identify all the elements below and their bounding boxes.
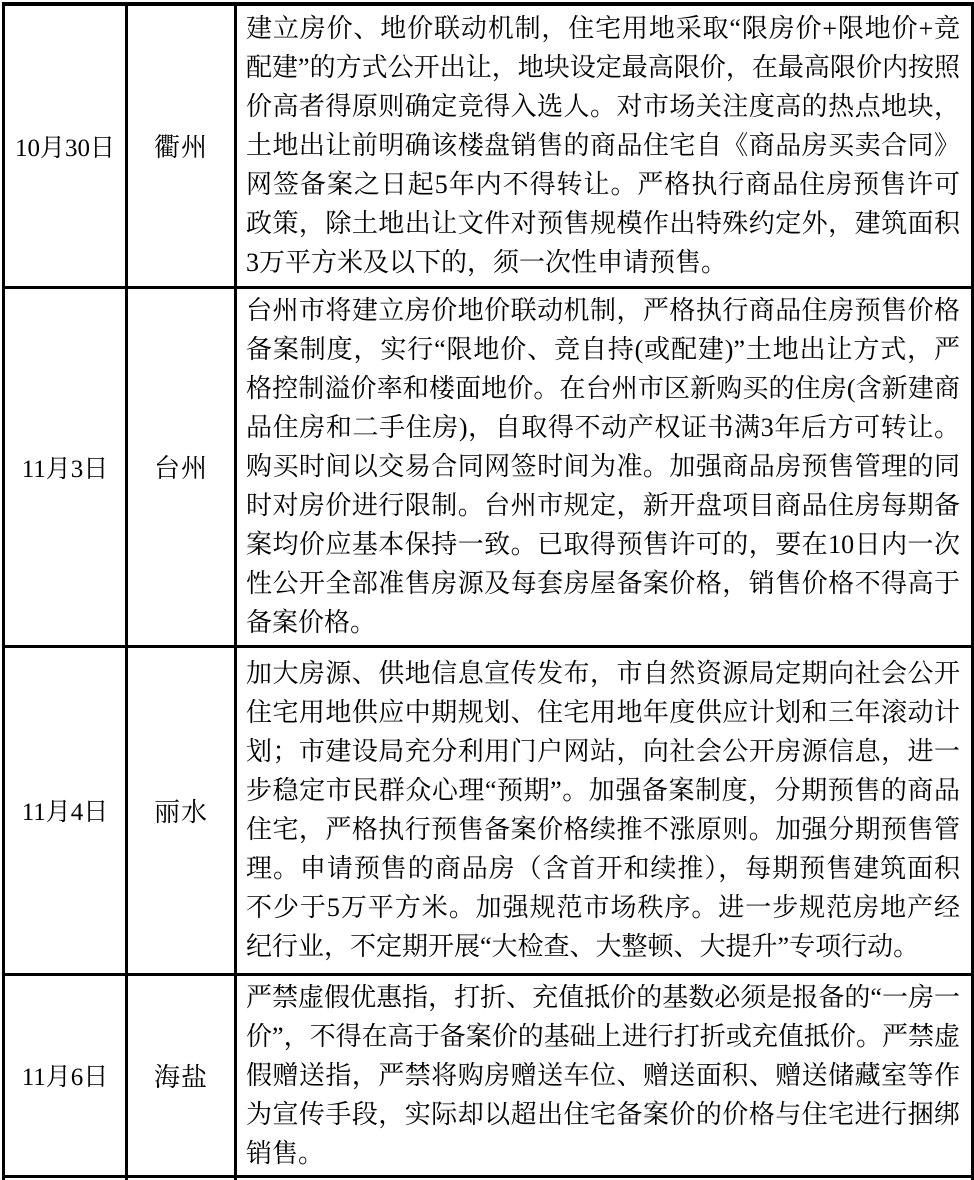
policy-cell-cutoff bbox=[236, 1176, 973, 1180]
city-cell: 海盐 bbox=[127, 974, 236, 1176]
policy-table bbox=[2, 2, 974, 1180]
city-cell-cutoff bbox=[127, 1176, 236, 1180]
city-cell: 衢州 bbox=[127, 4, 236, 287]
date-cell: 10月30日 bbox=[4, 4, 127, 287]
date-cell: 11月6日 bbox=[4, 974, 127, 1176]
policy-cell: 建立房价、地价联动机制，住宅用地采取“限房价+限地价+竞配建”的方式公开出让，地块设定最高限价，在最高限价内按照价高者得原则确定竞得入选人。对市场关注度高的热点地块，土地出让前明确该楼盘销售的商品住宅自《商品房买卖合同》网签备案之日起5年内不得转让。严格执行商品住房预售许可政策，除土地出让文件对预售规模作出特殊约定外，建筑面积3万平方米及以下的，须一次性申请预售。 bbox=[236, 4, 973, 287]
policy-cell: 台州市将建立房价地价联动机制，严格执行商品住房预售价格备案制度，实行“限地价、竞自持(或配建)”土地出让方式，严格控制溢价率和楼面地价。在台州市区新购买的住房(含新建商品住房和二手住房)，自取得不动产权证书满3年后方可转让。购买时间以交易合同网签时间为准。加强商品房预售管理的同时对房价进行限制。台州市规定，新开盘项目商品住房每期备案均价应基本保持一致。已取得预售许可的，要在10日内一次性公开全部准售房源及每套房屋备案价格，销售价格不得高于备案价格。 bbox=[236, 287, 973, 646]
policy-cell: 加大房源、供地信息宣传发布，市自然资源局定期向社会公开住宅用地供应中期规划、住宅用地年度供应计划和三年滚动计划；市建设局充分利用门户网站，向社会公开房源信息，进一步稳定市民群众心理“预期”。加强备案制度，分期预售的商品住宅，严格执行预售备案价格续推不涨原则。加强分期预售管理。申请预售的商品房（含首开和续推），每期预售建筑面积不少于5万平方米。加强规范市场秩序。进一步规范房地产经纪行业，不定期开展“大检查、大整顿、大提升”专项行动。 bbox=[236, 646, 973, 974]
table-row-cutoff bbox=[4, 1176, 973, 1180]
city-cell: 台州 bbox=[127, 287, 236, 646]
table-row bbox=[4, 4, 973, 287]
city-cell: 丽水 bbox=[127, 646, 236, 974]
date-cell: 11月4日 bbox=[4, 646, 127, 974]
policy-cell: 严禁虚假优惠指，打折、充值抵价的基数必须是报备的“一房一价”，不得在高于备案价的基础上进行打折或充值抵价。严禁虚假赠送指，严禁将购房赠送车位、赠送面积、赠送储藏室等作为宣传手段，实际却以超出住宅备案价的价格与住宅进行捆绑销售。 bbox=[236, 974, 973, 1176]
table-row bbox=[4, 646, 973, 974]
date-cell: 11月3日 bbox=[4, 287, 127, 646]
table-row bbox=[4, 287, 973, 646]
date-cell-cutoff bbox=[4, 1176, 127, 1180]
table-row bbox=[4, 974, 973, 1176]
